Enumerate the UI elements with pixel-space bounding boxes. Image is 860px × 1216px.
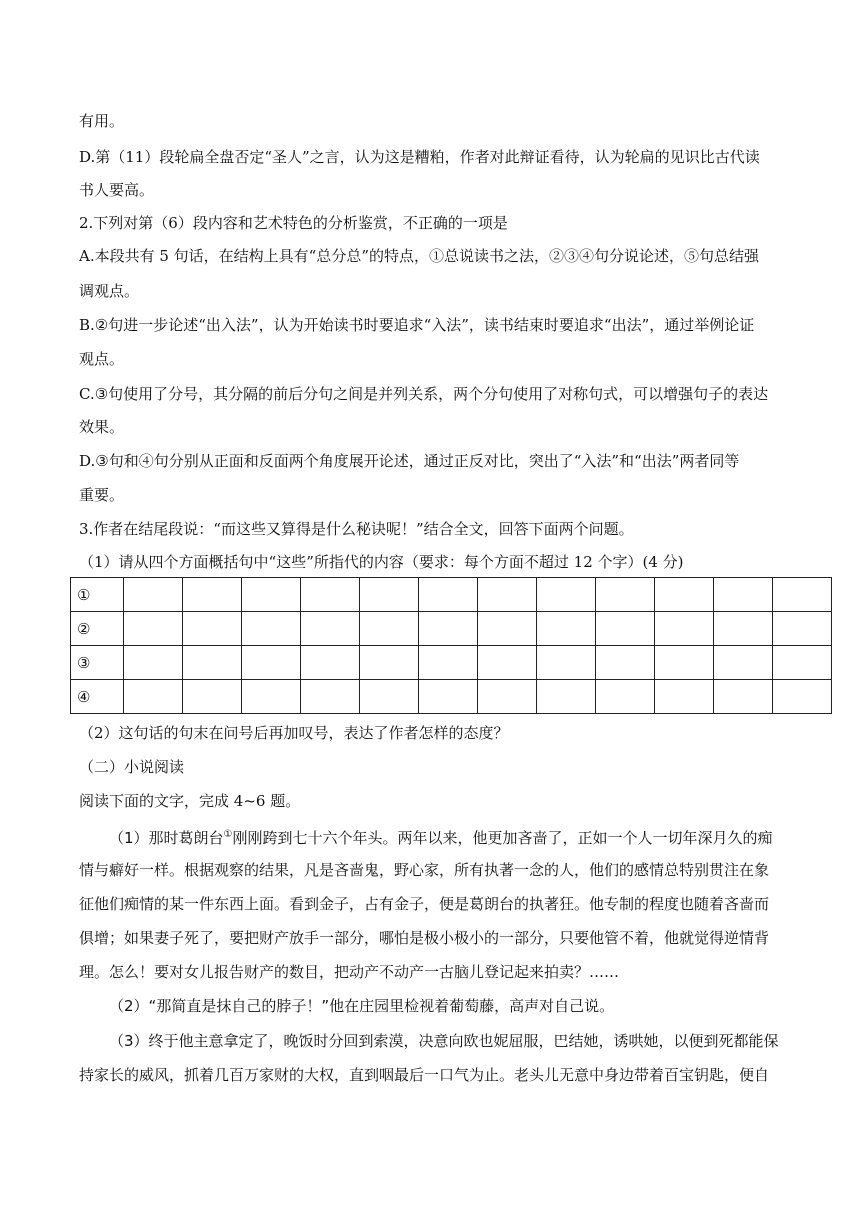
answer-cell[interactable]	[183, 646, 242, 680]
question-2: 2.下列对第（6）段内容和艺术特色的分析鉴赏，不正确的一项是	[79, 214, 508, 232]
answer-cell[interactable]	[124, 680, 183, 714]
row-label: ④	[71, 680, 124, 714]
footnote-marker: ①	[223, 829, 233, 840]
question-3-part-2: （2）这句话的句末在问号后再加叹号，表达了作者怎样的态度？	[79, 724, 509, 742]
answer-cell[interactable]	[478, 646, 537, 680]
answer-cell[interactable]	[183, 680, 242, 714]
answer-cell[interactable]	[242, 578, 301, 612]
novel-paragraph-1-first-line	[109, 825, 773, 848]
answer-cell[interactable]	[537, 578, 596, 612]
option-d2-line-1: D.③句和④句分别从正面和反面两个角度展开论述，通过正反对比，突出了“入法”和“出法”两者同等	[79, 452, 740, 470]
answer-cell[interactable]	[301, 612, 360, 646]
answer-cell[interactable]	[714, 680, 773, 714]
option-c-line-2: 效果。	[79, 418, 125, 436]
reading-instruction: 阅读下面的文字，完成 4~6 题。	[79, 792, 301, 810]
answer-cell[interactable]	[596, 680, 655, 714]
answer-cell[interactable]	[242, 612, 301, 646]
answer-row	[71, 680, 832, 714]
novel-line: 理。怎么！要对女儿报告财产的数目，把动产不动产一古脑儿登记起来拍卖？……	[79, 963, 620, 981]
answer-cell[interactable]	[478, 578, 537, 612]
answer-cell[interactable]	[773, 680, 832, 714]
answer-cell[interactable]	[773, 578, 832, 612]
answer-cell[interactable]	[419, 578, 478, 612]
row-label: ③	[71, 646, 124, 680]
novel-paragraph-2: （2）“那简直是抹自己的脖子！”他在庄园里检视着葡萄藤，高声对自己说。	[109, 997, 615, 1015]
answer-cell[interactable]	[478, 612, 537, 646]
option-a-line-2: 调观点。	[79, 282, 140, 300]
answer-cell[interactable]	[419, 612, 478, 646]
answer-cell[interactable]	[360, 578, 419, 612]
answer-row	[71, 646, 832, 680]
option-a-line-1: A.本段共有 5 句话，在结构上具有“总分总”的特点，①总说读书之法，②③④句分说论述，⑤句总结强	[79, 247, 760, 265]
answer-cell[interactable]	[419, 680, 478, 714]
answer-cell[interactable]	[655, 680, 714, 714]
answer-cell[interactable]	[655, 612, 714, 646]
novel-p1-suffix: 刚刚跨到七十六个年头。两年以来，他更加吝啬了，正如一个人一切年深月久的痴	[232, 829, 773, 847]
answer-cell[interactable]	[773, 646, 832, 680]
row-label: ②	[71, 612, 124, 646]
answer-grid	[70, 577, 832, 714]
answer-cell[interactable]	[655, 646, 714, 680]
answer-cell[interactable]	[124, 612, 183, 646]
answer-cell[interactable]	[655, 578, 714, 612]
answer-cell[interactable]	[242, 646, 301, 680]
answer-cell[interactable]	[360, 612, 419, 646]
answer-row	[71, 612, 832, 646]
question-3-part-1: （1）请从四个方面概括句中“这些”所指代的内容（要求：每个方面不超过 12 个字）(4 分)	[79, 553, 684, 571]
question-3: 3.作者在结尾段说：“而这些又算得是什么秘诀呢！”结合全文，回答下面两个问题。	[79, 520, 634, 538]
option-b-line-2: 观点。	[79, 350, 125, 368]
option-d-line-2: 书人要高。	[79, 181, 155, 199]
line-0: 有用。	[79, 112, 125, 130]
answer-cell[interactable]	[360, 680, 419, 714]
novel-line: 持家长的威风，抓着几百万家财的大权，直到咽最后一口气为止。老头儿无意中身边带着百宝钥匙，便自	[79, 1066, 770, 1084]
answer-cell[interactable]	[124, 646, 183, 680]
answer-cell[interactable]	[596, 612, 655, 646]
answer-cell[interactable]	[714, 646, 773, 680]
answer-cell[interactable]	[596, 578, 655, 612]
answer-row	[71, 578, 832, 612]
answer-cell[interactable]	[183, 612, 242, 646]
option-d2-line-2: 重要。	[79, 486, 125, 504]
answer-cell[interactable]	[301, 680, 360, 714]
answer-cell[interactable]	[773, 612, 832, 646]
answer-cell[interactable]	[242, 680, 301, 714]
answer-cell[interactable]	[419, 646, 478, 680]
novel-line: 情与癖好一样。根据观察的结果，凡是吝啬鬼，野心家，所有执著一念的人，他们的感情总特别贯注在象	[79, 861, 770, 879]
answer-cell[interactable]	[714, 612, 773, 646]
answer-cell[interactable]	[596, 646, 655, 680]
answer-cell[interactable]	[301, 646, 360, 680]
row-label: ①	[71, 578, 124, 612]
option-b-line-1: B.②句进一步论述“出入法”，认为开始读书时要追求“入法”，读书结束时要追求“出法”，通过举例论证	[79, 316, 755, 334]
novel-paragraph-3-first-line: （3）终于他主意拿定了，晚饭时分回到索漠，决意向欧也妮屈服，巴结她，诱哄她，以便到死都能保	[109, 1032, 779, 1050]
answer-cell[interactable]	[478, 680, 537, 714]
answer-cell[interactable]	[537, 646, 596, 680]
answer-cell[interactable]	[124, 578, 183, 612]
novel-line: 征他们痴情的某一件东西上面。看到金子，占有金子，便是葛朗台的执著狂。他专制的程度也随着吝啬而	[79, 895, 770, 913]
section-heading-novel: （二）小说阅读	[79, 758, 185, 776]
answer-cell[interactable]	[537, 680, 596, 714]
answer-cell[interactable]	[301, 578, 360, 612]
novel-p1-prefix: （1）那时葛朗台	[109, 829, 224, 847]
answer-cell[interactable]	[537, 612, 596, 646]
answer-cell[interactable]	[714, 578, 773, 612]
option-c-line-1: C.③句使用了分号，其分隔的前后分句之间是并列关系，两个分句使用了对称句式，可以增强句子的表达	[79, 385, 769, 403]
answer-cell[interactable]	[183, 578, 242, 612]
novel-line: 俱增；如果妻子死了，要把财产放手一部分，哪怕是极小极小的一部分，只要他管不着，他就觉得逆情背	[79, 929, 770, 947]
option-d-line-1: D.第（11）段轮扁全盘否定“圣人”之言，认为这是糟粕，作者对此辩证看待，认为轮扁的见识比古代读	[79, 148, 760, 166]
answer-cell[interactable]	[360, 646, 419, 680]
